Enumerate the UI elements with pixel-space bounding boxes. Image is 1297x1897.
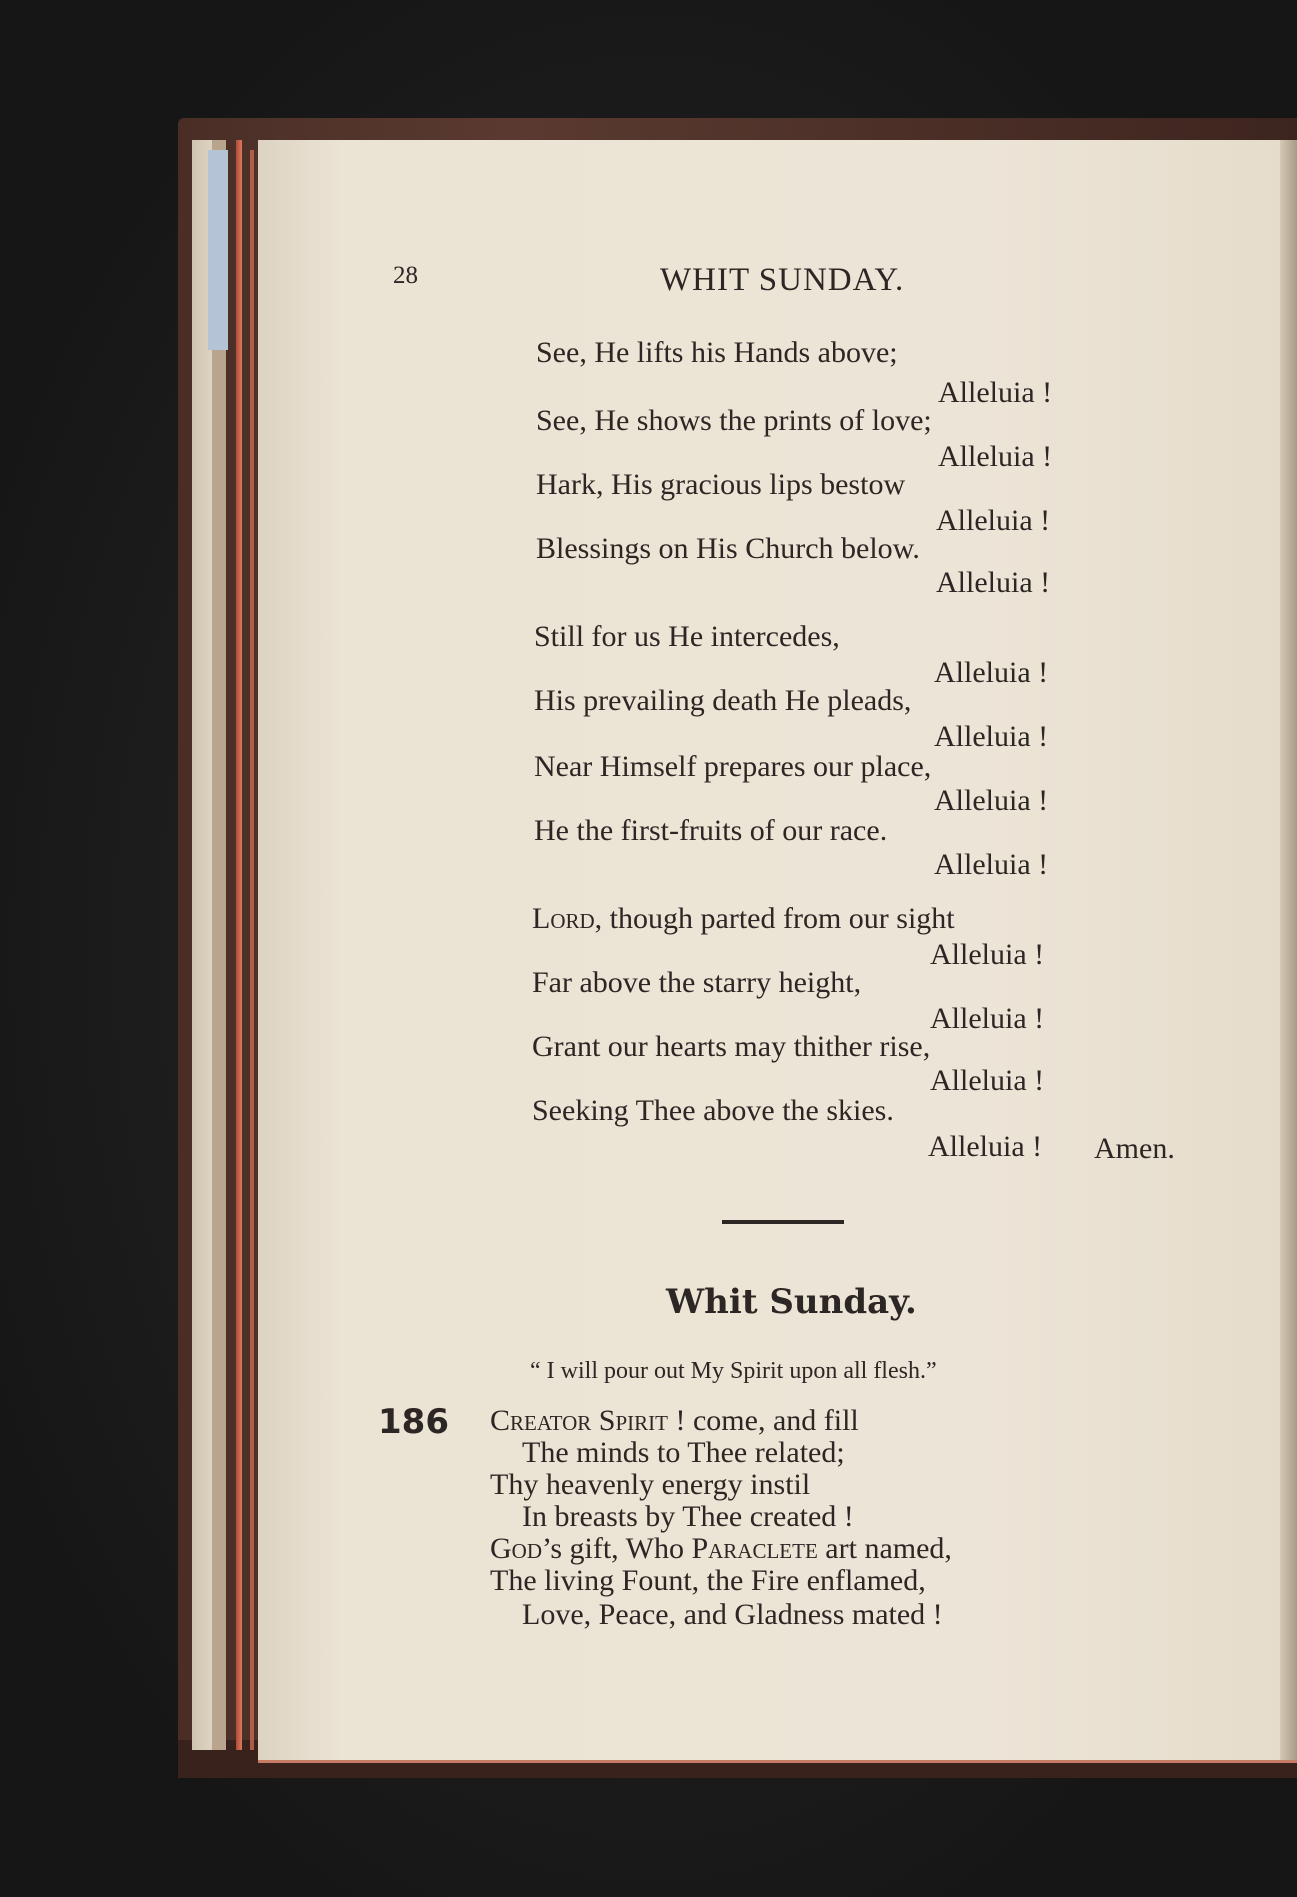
refrain: Alleluia !: [930, 938, 1045, 971]
refrain: Alleluia !: [934, 784, 1049, 817]
verse-line: [532, 902, 955, 936]
verse-line: The minds to Thee related;: [522, 1436, 845, 1469]
verse-line: Still for us He intercedes,: [534, 620, 840, 653]
verse-line-rest: ! come, and fill: [675, 1404, 859, 1437]
red-page-edge: [236, 140, 242, 1750]
small-caps-word: Lord: [532, 902, 595, 935]
refrain: Alleluia !: [934, 848, 1049, 881]
refrain: Alleluia !: [938, 376, 1053, 409]
verse-line: [490, 1404, 859, 1438]
verse-line: Love, Peace, and Gladness mated !: [522, 1598, 943, 1631]
verse-line: Seeking Thee above the skies.: [532, 1094, 894, 1127]
refrain: Alleluia !: [938, 440, 1053, 473]
small-caps-word: God: [490, 1532, 542, 1565]
verse-line: In breasts by Thee created !: [522, 1500, 854, 1533]
refrain: Alleluia !: [930, 1064, 1045, 1097]
verse-line: Far above the starry height,: [532, 966, 862, 999]
verse-line: Hark, His gracious lips bestow: [536, 468, 906, 501]
verse-line: See, He lifts his Hands above;: [536, 336, 898, 369]
refrain: Alleluia !: [936, 504, 1051, 537]
verse-line: The living Fount, the Fire enflamed,: [490, 1564, 926, 1597]
bookmark-tab: [208, 150, 228, 350]
section-divider: [722, 1220, 844, 1224]
verse-line: See, He shows the prints of love;: [536, 404, 932, 437]
refrain: Alleluia !: [936, 566, 1051, 599]
small-caps-word: Paraclete: [691, 1532, 818, 1565]
hymn-title: Whit Sunday.: [666, 1282, 917, 1322]
epigraph: “ I will pour out My Spirit upon all flesh.”: [530, 1358, 937, 1384]
verse-line-rest: art named,: [817, 1532, 952, 1565]
verse-line-rest: ’s gift, Who: [542, 1532, 692, 1565]
refrain: Alleluia !: [934, 656, 1049, 689]
hymn-number: 186: [378, 1402, 449, 1442]
verse-line: Blessings on His Church below.: [536, 532, 920, 565]
page-number: 28: [393, 262, 418, 289]
amen: Amen.: [1094, 1132, 1175, 1165]
verse-line: His prevailing death He pleads,: [534, 684, 912, 717]
running-title: WHIT SUNDAY.: [660, 262, 905, 298]
gutter: [1280, 140, 1297, 1760]
verse-line: Grant our hearts may thither rise,: [532, 1030, 931, 1063]
refrain: Alleluia !: [930, 1002, 1045, 1035]
verse-line: [490, 1532, 952, 1566]
page-edges-shadow: [212, 140, 226, 1750]
red-page-edge-inner: [250, 150, 254, 1750]
small-caps-words: Creator Spirit: [490, 1404, 668, 1437]
verse-line: Near Himself prepares our place,: [534, 750, 932, 783]
verse-line: He the first-fruits of our race.: [534, 814, 888, 847]
refrain: Alleluia !: [934, 720, 1049, 753]
refrain: Alleluia !: [928, 1130, 1043, 1163]
verse-line: Thy heavenly energy instil: [490, 1468, 811, 1501]
verse-line-rest: , though parted from our sight: [594, 902, 955, 935]
